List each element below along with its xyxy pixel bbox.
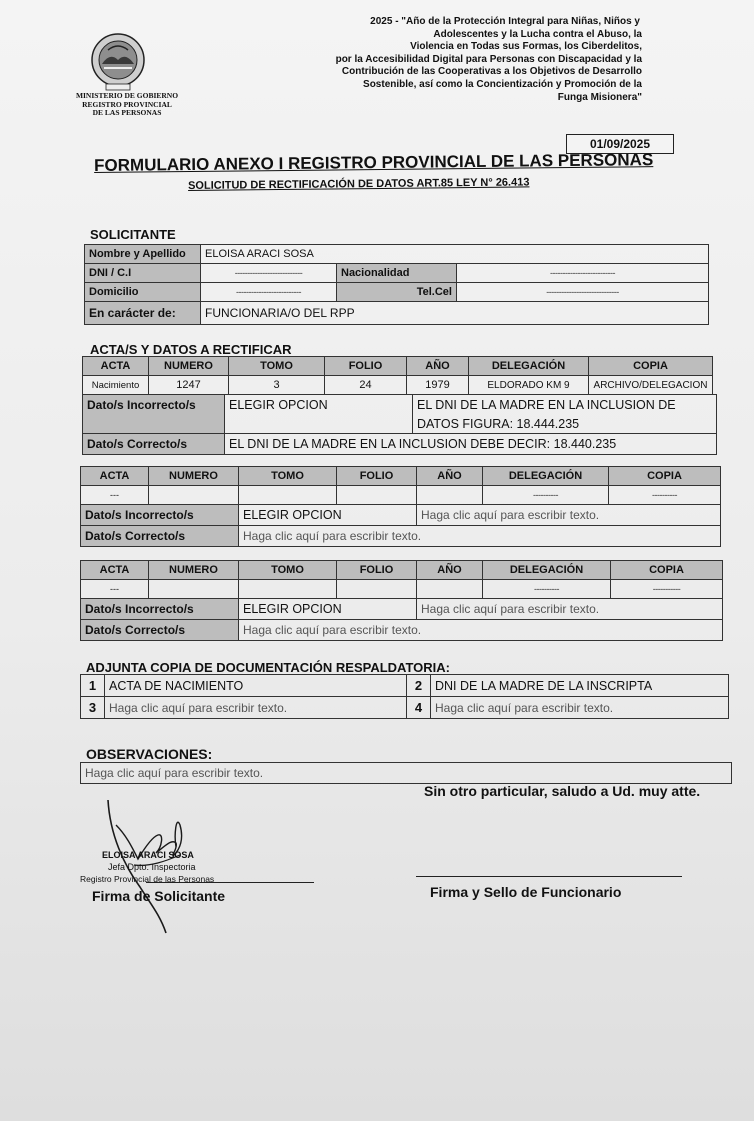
motto-line: Violencia en Todas sus Formas, los Ciberdelitos,	[410, 41, 642, 53]
correct-text[interactable]: EL DNI DE LA MADRE EN LA INCLUSION DEBE DECIR: 18.440.235	[225, 434, 717, 455]
tomo-cell[interactable]	[239, 486, 337, 505]
copia-cell[interactable]: ARCHIVO/DELEGACION	[589, 376, 713, 395]
acta-block-3-table	[80, 560, 723, 641]
correct-label: Dato/s Correcto/s	[83, 434, 225, 455]
incorrect-label: Dato/s Incorrecto/s	[81, 505, 239, 526]
col-anio-header: AÑO	[407, 357, 469, 376]
solicitante-signature-label: Firma de Solicitante	[92, 888, 226, 904]
form-subtitle: SOLICITUD DE RECTIFICACIÓN DE DATOS ART.85 LEY N° 26.413	[188, 176, 530, 192]
copia-cell[interactable]: -----------	[611, 580, 723, 599]
funcionario-signature-line	[416, 876, 682, 877]
motto-line: Contribución de las Cooperativas a los Objetivos de Desarrollo	[341, 66, 642, 78]
caracter-field[interactable]: FUNCIONARIA/O DEL RPP	[201, 302, 709, 325]
folio-cell[interactable]	[337, 580, 417, 599]
domicilio-field[interactable]: --------------------------	[201, 283, 337, 302]
incorrect-text[interactable]: Haga clic aquí para escribir texto.	[417, 505, 721, 526]
correct-label: Dato/s Correcto/s	[81, 526, 239, 547]
option-dropdown[interactable]: ELEGIR OPCION	[225, 395, 413, 434]
col-anio-header: AÑO	[417, 467, 483, 486]
option-dropdown[interactable]: ELEGIR OPCION	[239, 599, 417, 620]
col-delegacion-header: DELEGACIÓN	[483, 467, 609, 486]
col-tomo-header: TOMO	[229, 357, 325, 376]
incorrect-label: Dato/s Incorrecto/s	[83, 395, 225, 434]
doc-number: 4	[407, 697, 431, 719]
incorrect-text[interactable]: Haga clic aquí para escribir texto.	[417, 599, 723, 620]
adjunta-table	[80, 674, 729, 719]
funcionario-signature-label: Firma y Sello de Funcionario	[430, 884, 622, 900]
correct-text[interactable]: Haga clic aquí para escribir texto.	[239, 620, 723, 641]
nacionalidad-label: Nacionalidad	[337, 264, 457, 283]
doc-item[interactable]: DNI DE LA MADRE DE LA INSCRIPTA	[431, 675, 729, 697]
telcel-field[interactable]: -----------------------------	[457, 283, 709, 302]
nacionalidad-field[interactable]: --------------------------	[457, 264, 709, 283]
form-date[interactable]: 01/09/2025	[566, 134, 674, 154]
anio-cell[interactable]: 1979	[407, 376, 469, 395]
motto-line: Adolescentes y la Lucha contra el Abuso, la	[433, 28, 642, 40]
telcel-label: Tel.Cel	[337, 283, 457, 302]
motto-line: Sostenible, así como la Concientización y Promoción de la	[363, 78, 642, 90]
col-numero-header: NUMERO	[149, 357, 229, 376]
form-title: FORMULARIO ANEXO I REGISTRO PROVINCIAL DE LAS PERSONAS	[94, 150, 654, 175]
acta-cell[interactable]: Nacimiento	[83, 376, 149, 395]
col-delegacion-header: DELEGACIÓN	[483, 561, 611, 580]
motto-line: Funga Misionera"	[557, 91, 642, 103]
col-anio-header: AÑO	[417, 561, 483, 580]
year-motto	[300, 16, 642, 104]
stamp-org: Registro Provincial de las Personas	[80, 874, 215, 884]
doc-number: 3	[81, 697, 105, 719]
folio-cell[interactable]: 24	[325, 376, 407, 395]
ministry-line: DE LAS PERSONAS	[92, 108, 162, 117]
ministry-line: REGISTRO PROVINCIAL	[82, 99, 172, 109]
tomo-cell[interactable]	[239, 580, 337, 599]
col-acta-header: ACTA	[81, 561, 149, 580]
delegacion-cell[interactable]: ----------	[483, 580, 611, 599]
option-dropdown[interactable]: ELEGIR OPCION	[239, 505, 417, 526]
col-copia-header: COPIA	[589, 357, 713, 376]
incorrect-text[interactable]: DATOS FIGURA: 18.444.235	[413, 414, 717, 434]
col-copia-header: COPIA	[609, 467, 721, 486]
col-delegacion-header: DELEGACIÓN	[469, 357, 589, 376]
anio-cell[interactable]	[417, 580, 483, 599]
province-seal-logo	[86, 30, 150, 94]
correct-text[interactable]: Haga clic aquí para escribir texto.	[239, 526, 721, 547]
closing-text: Sin otro particular, saludo a Ud. muy atte.	[424, 783, 701, 799]
stamp-role: Jefa Dpto. Inspectoria	[108, 862, 196, 872]
solicitante-table	[84, 244, 709, 325]
correct-label: Dato/s Correcto/s	[81, 620, 239, 641]
incorrect-text[interactable]: EL DNI DE LA MADRE EN LA INCLUSION DE	[413, 395, 717, 415]
numero-cell[interactable]: 1247	[149, 376, 229, 395]
acta-block-1-table	[82, 356, 713, 395]
acta-cell[interactable]: ---	[81, 580, 149, 599]
acta-block-1-details	[82, 394, 717, 455]
incorrect-label: Dato/s Incorrecto/s	[81, 599, 239, 620]
col-numero-header: NUMERO	[149, 467, 239, 486]
col-tomo-header: TOMO	[239, 467, 337, 486]
solicitante-heading: SOLICITANTE	[90, 227, 176, 242]
domicilio-label: Domicilio	[85, 283, 201, 302]
acta-block-2-table	[80, 466, 721, 547]
numero-cell[interactable]	[149, 486, 239, 505]
doc-item[interactable]: Haga clic aquí para escribir texto.	[105, 697, 407, 719]
delegacion-cell[interactable]: ELDORADO KM 9	[469, 376, 589, 395]
doc-number: 1	[81, 675, 105, 697]
actas-heading: ACTA/S Y DATOS A RECTIFICAR	[90, 342, 292, 357]
col-acta-header: ACTA	[81, 467, 149, 486]
caracter-label: En carácter de:	[85, 302, 201, 325]
stamp-name: ELOISA ARACI SOSA	[102, 850, 194, 860]
motto-line: por la Accesibilidad Digital para Personas con Discapacidad y la	[335, 53, 642, 65]
numero-cell[interactable]	[149, 580, 239, 599]
folio-cell[interactable]	[337, 486, 417, 505]
dni-label: DNI / C.I	[85, 264, 201, 283]
ministry-heading	[70, 92, 184, 118]
col-tomo-header: TOMO	[239, 561, 337, 580]
col-folio-header: FOLIO	[325, 357, 407, 376]
name-label: Nombre y Apellido	[85, 245, 201, 264]
anio-cell[interactable]	[417, 486, 483, 505]
solicitante-signature-line	[146, 882, 314, 883]
observaciones-table	[80, 762, 732, 784]
col-folio-header: FOLIO	[337, 561, 417, 580]
doc-number: 2	[407, 675, 431, 697]
observaciones-heading: OBSERVACIONES:	[86, 746, 213, 762]
motto-line: 2025 - "Año de la Protección Integral para Niñas, Niños y	[370, 16, 640, 27]
col-numero-header: NUMERO	[149, 561, 239, 580]
col-copia-header: COPIA	[611, 561, 723, 580]
adjunta-heading: ADJUNTA COPIA DE DOCUMENTACIÓN RESPALDATORIA:	[86, 660, 450, 675]
dni-field[interactable]: ---------------------------	[201, 264, 337, 283]
col-folio-header: FOLIO	[337, 467, 417, 486]
delegacion-cell[interactable]: ----------	[483, 486, 609, 505]
signature-area	[80, 850, 320, 960]
ministry-line: MINISTERIO DE GOBIERNO	[75, 91, 179, 100]
copia-cell[interactable]: ----------	[609, 486, 721, 505]
acta-cell[interactable]: ---	[81, 486, 149, 505]
doc-item[interactable]: ACTA DE NACIMIENTO	[105, 675, 407, 697]
tomo-cell[interactable]: 3	[229, 376, 325, 395]
doc-item[interactable]: Haga clic aquí para escribir texto.	[431, 697, 729, 719]
name-field[interactable]: ELOISA ARACI SOSA	[201, 245, 709, 264]
col-acta-header: ACTA	[83, 357, 149, 376]
observaciones-field[interactable]: Haga clic aquí para escribir texto.	[81, 763, 732, 784]
